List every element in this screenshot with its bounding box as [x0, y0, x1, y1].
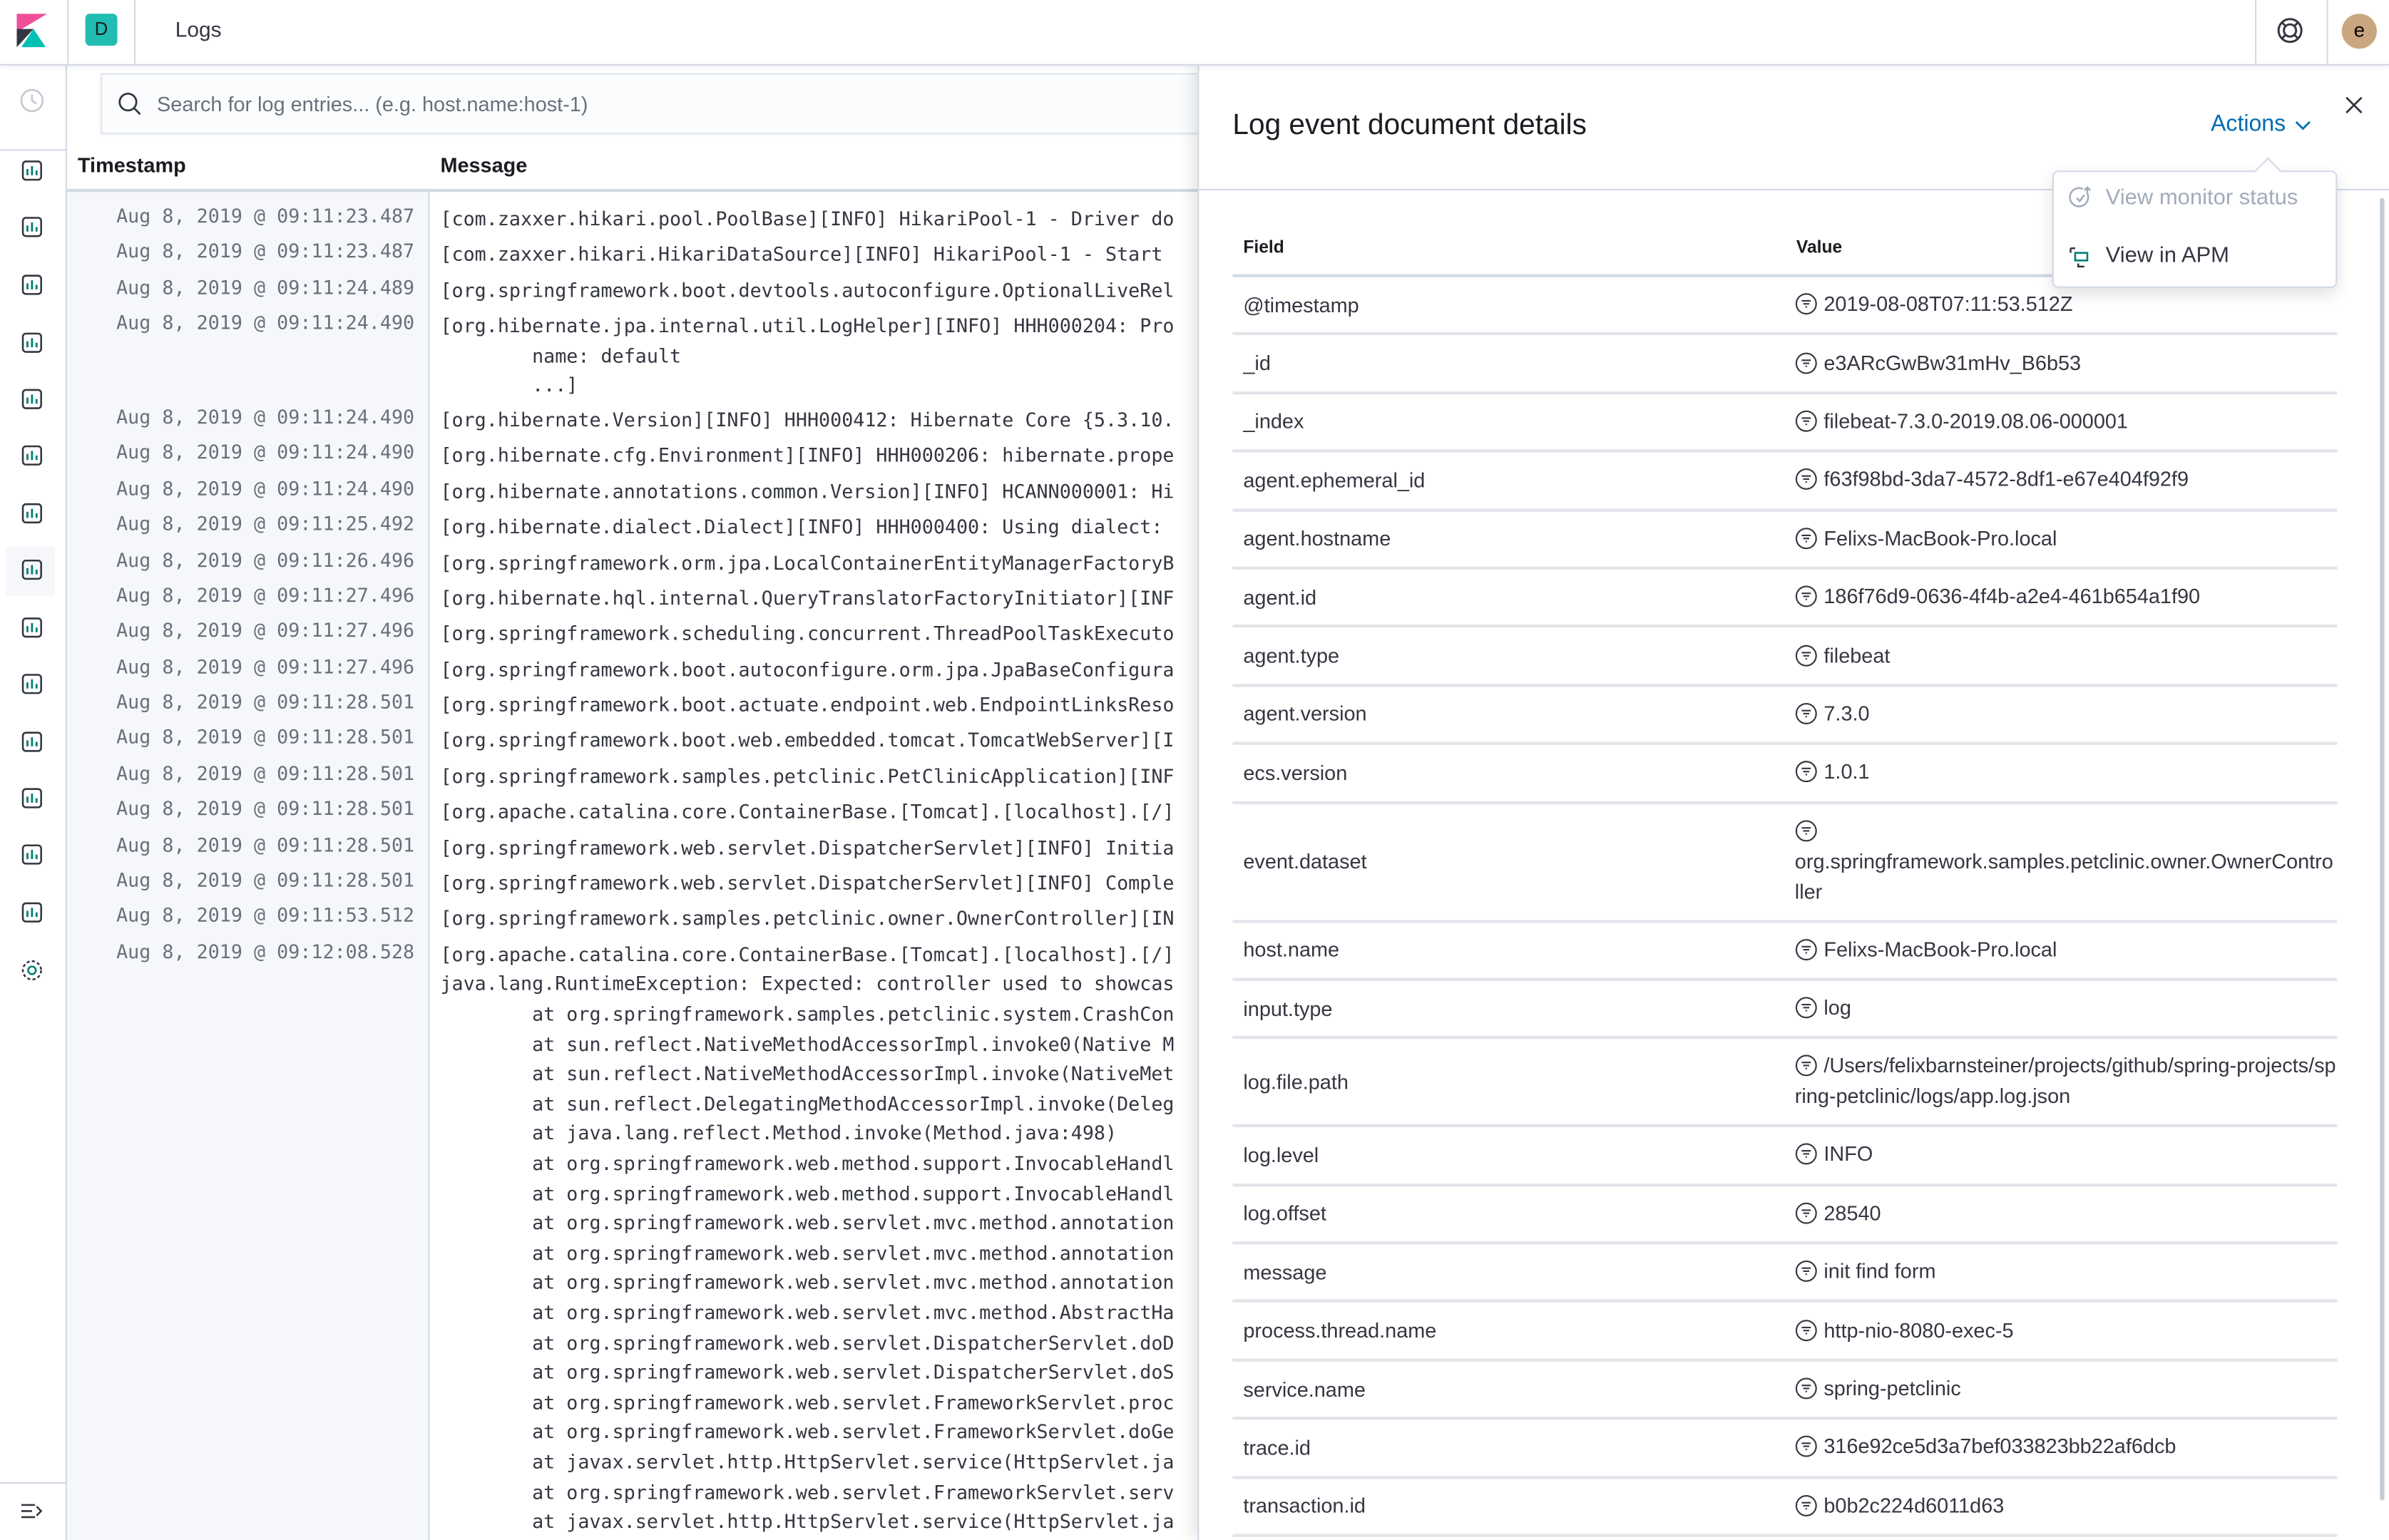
menu-item-view-in-apm[interactable] [2069, 244, 2229, 268]
uptime-icon [2069, 186, 2093, 210]
log-message-line: [com.zaxxer.hikari.HikariDataSource][INFO] HikariPool-1 - Start [440, 242, 1163, 266]
field-row [1232, 453, 2337, 511]
stack-monitoring-icon[interactable] [19, 899, 46, 926]
log-message [414, 307, 1197, 401]
log-message-line: [org.springframework.orm.jpa.LocalContainerEntityManagerFactoryB [440, 550, 1175, 574]
field-value-cell [1795, 1045, 2338, 1119]
filter-icon[interactable] [1795, 1143, 1818, 1166]
apm-icon [2069, 244, 2093, 268]
search-icon [118, 91, 142, 115]
column-header-value: Value [1796, 239, 1843, 258]
field-value-cell [1795, 987, 2338, 1030]
fields-table [1232, 225, 2337, 1537]
log-message-line: at sun.reflect.NativeMethodAccessorImpl.invoke(NativeMet [440, 1062, 1175, 1085]
actions-label: Actions [2211, 111, 2286, 138]
log-row[interactable] [67, 472, 1197, 508]
log-timestamp: Aug 8, 2019 @ 09:11:23.487 [116, 240, 415, 263]
field-name: agent.hostname [1243, 527, 1391, 550]
log-message-line: at org.springframework.web.method.support.InvocableHandl [440, 1181, 1175, 1205]
help-icon[interactable] [2276, 17, 2303, 44]
field-value: init find form [1823, 1260, 1936, 1283]
filter-icon[interactable] [1795, 1054, 1818, 1077]
field-name: event.dataset [1243, 850, 1367, 873]
field-row [1232, 1303, 2337, 1362]
log-row[interactable] [67, 863, 1197, 899]
field-value-cell [1795, 1193, 2338, 1236]
log-message-line: [org.hibernate.Version][INFO] HHH000412: Hibernate Core {5.3.10. [440, 408, 1175, 431]
log-timestamp: Aug 8, 2019 @ 09:11:53.512 [116, 903, 415, 927]
filter-icon[interactable] [1795, 1494, 1818, 1517]
divider [0, 1482, 66, 1484]
field-value: INFO [1823, 1143, 1873, 1166]
filter-icon[interactable] [1795, 293, 1818, 316]
log-message-line: [org.springframework.boot.autoconfigure.orm.jpa.JpaBaseConfigura [440, 657, 1175, 681]
discover-icon[interactable] [19, 157, 46, 184]
field-name: input.type [1243, 997, 1333, 1020]
log-message [414, 899, 1197, 935]
log-row[interactable] [67, 271, 1197, 307]
log-message-line: at org.springframework.web.servlet.DispatcherServlet.doS [440, 1360, 1175, 1384]
filter-icon[interactable] [1795, 1436, 1818, 1459]
log-message-line: [org.apache.catalina.core.ContainerBase.[Tomcat].[localhost].[/] [440, 943, 1175, 966]
field-name: host.name [1243, 938, 1340, 962]
dashboard-icon[interactable] [19, 271, 46, 298]
graph-icon[interactable] [19, 784, 46, 811]
log-message-line: at sun.reflect.NativeMethodAccessorImpl.invoke0(Native M [440, 1032, 1175, 1055]
log-message-line: at java.lang.reflect.Method.invoke(Method.java:498) [440, 1121, 1117, 1145]
log-message-line: at sun.reflect.DelegatingMethodAccessorImpl.invoke(Deleg [440, 1092, 1175, 1115]
log-message-line: at org.springframework.web.servlet.mvc.method.annotation [440, 1270, 1175, 1294]
collapse-icon[interactable] [19, 1497, 46, 1524]
log-message [414, 757, 1197, 793]
log-message-line: [org.springframework.scheduling.concurrent.ThreadPoolTaskExecuto [440, 622, 1175, 645]
log-row[interactable] [67, 508, 1197, 543]
log-message-line: [com.zaxxer.hikari.pool.PoolBase][INFO] HikariPool-1 - Driver do [440, 207, 1175, 230]
log-message-line: [org.springframework.web.servlet.DispatcherServlet][INFO] Initia [440, 836, 1175, 859]
log-message-line: [org.hibernate.jpa.internal.util.LogHelper][INFO] HHH000204: Pro [440, 314, 1175, 337]
canvas-icon[interactable] [19, 329, 46, 356]
log-message-line: [org.hibernate.dialect.Dialect][INFO] HHH000400: Using dialect: [440, 515, 1163, 538]
visualize-icon[interactable] [19, 213, 46, 240]
field-row [1232, 745, 2337, 804]
field-value: 7.3.0 [1823, 702, 1870, 725]
field-value: 1.0.1 [1823, 760, 1870, 784]
field-value: 28540 [1823, 1201, 1881, 1225]
log-message-line: [org.apache.catalina.core.ContainerBase.[Tomcat].[localhost].[/] [440, 800, 1175, 823]
log-timestamp: Aug 8, 2019 @ 09:11:24.489 [116, 275, 415, 299]
close-icon[interactable] [2345, 96, 2363, 115]
column-header-field: Field [1243, 239, 1284, 258]
field-row [1232, 1040, 2337, 1128]
field-value-cell [1795, 635, 2338, 677]
app-title: Logs [175, 16, 222, 41]
recently-viewed-icon[interactable] [19, 87, 46, 114]
field-name: log.level [1243, 1144, 1319, 1167]
log-message [414, 863, 1197, 899]
log-timestamp: Aug 8, 2019 @ 09:11:28.501 [116, 725, 415, 749]
field-value: org.springframework.samples.petclinic.owner.OwnerController [1794, 849, 2333, 903]
log-timestamp: Aug 8, 2019 @ 09:11:24.490 [116, 476, 415, 500]
log-timestamp: Aug 8, 2019 @ 09:11:27.496 [116, 654, 415, 678]
log-message [414, 828, 1197, 863]
avatar[interactable]: e [2342, 14, 2377, 48]
field-row [1232, 1362, 2337, 1420]
log-message-line: [org.hibernate.annotations.common.Version][INFO] HCANN000001: Hi [440, 479, 1175, 503]
actions-menu [2052, 170, 2338, 288]
siem-icon[interactable] [19, 728, 46, 755]
logs-icon[interactable] [19, 556, 46, 583]
log-message [414, 650, 1197, 686]
top-header [0, 0, 2389, 66]
field-name: agent.id [1243, 585, 1317, 609]
apm-icon[interactable] [19, 614, 46, 641]
field-value-cell [1795, 1134, 2338, 1177]
chevron-down-icon [2295, 120, 2312, 130]
field-row [1232, 981, 2337, 1040]
field-row [1232, 628, 2337, 687]
log-message [414, 686, 1197, 722]
log-message [414, 436, 1197, 472]
log-message [414, 793, 1197, 828]
field-name: agent.ephemeral_id [1243, 468, 1426, 492]
log-timestamp: Aug 8, 2019 @ 09:12:08.528 [116, 939, 415, 962]
field-value: Felixs-MacBook-Pro.local [1823, 526, 2057, 550]
field-row [1232, 336, 2337, 394]
divider [2326, 0, 2328, 64]
log-message-line: [org.springframework.boot.devtools.autoconfigure.OptionalLiveRel [440, 278, 1175, 302]
log-message-line: ...] [440, 374, 578, 397]
field-row [1232, 1479, 2337, 1537]
search-input[interactable] [157, 75, 1208, 133]
log-message [414, 401, 1197, 436]
filter-icon[interactable] [1795, 644, 1818, 667]
log-row[interactable] [67, 757, 1197, 793]
field-name: log.offset [1243, 1202, 1326, 1226]
field-name: agent.type [1243, 644, 1340, 667]
management-icon[interactable] [19, 957, 46, 984]
field-row [1232, 511, 2337, 570]
log-message-line: at org.springframework.web.servlet.DispatcherServlet.doD [440, 1330, 1175, 1354]
field-value-cell [1795, 810, 2338, 913]
field-name: process.thread.name [1243, 1319, 1437, 1343]
filter-icon[interactable] [1795, 938, 1818, 960]
ml-icon[interactable] [19, 442, 46, 469]
log-message-line: at org.springframework.samples.petclinic.system.CrashCon [440, 1002, 1175, 1025]
field-name: message [1243, 1261, 1327, 1284]
log-row[interactable] [67, 722, 1197, 757]
dev-tools-icon[interactable] [19, 841, 46, 868]
filter-icon[interactable] [1795, 1318, 1818, 1341]
log-row[interactable] [67, 793, 1197, 828]
divider [0, 149, 66, 150]
log-details-flyout [1197, 66, 2389, 1540]
divider [67, 0, 68, 64]
log-table-header [67, 146, 1225, 192]
filter-icon[interactable] [1795, 1260, 1818, 1283]
log-timestamp: Aug 8, 2019 @ 09:11:24.490 [116, 311, 415, 334]
field-value-cell [1795, 1368, 2338, 1411]
flyout-title: Log event document details [1232, 109, 1587, 142]
divider [2255, 0, 2256, 64]
filter-icon[interactable] [1795, 410, 1818, 433]
search-bar [101, 73, 1231, 134]
field-value: log [1823, 996, 1851, 1020]
maps-icon[interactable] [19, 386, 46, 413]
field-value: filebeat [1823, 643, 1891, 667]
side-nav [0, 66, 67, 1540]
filter-icon[interactable] [1795, 527, 1818, 550]
log-message-line: [org.springframework.boot.actuate.endpoint.web.EndpointLinksReso [440, 693, 1175, 717]
log-message-line: [org.springframework.samples.petclinic.owner.OwnerController][IN [440, 907, 1175, 930]
log-timestamp: Aug 8, 2019 @ 09:11:27.496 [116, 583, 415, 607]
popover-arrow [2254, 158, 2282, 185]
filter-icon[interactable] [1795, 585, 1818, 608]
field-value: f63f98bd-3da7-4572-8df1-e67e404f92f9 [1823, 468, 2189, 491]
log-message-line: name: default [440, 344, 682, 367]
log-timestamp: Aug 8, 2019 @ 09:11:28.501 [116, 761, 415, 784]
field-value-cell [1795, 342, 2338, 385]
log-timestamp: Aug 8, 2019 @ 09:11:24.490 [116, 405, 415, 428]
field-name: agent.version [1243, 702, 1367, 726]
field-value: /Users/felixbarnsteiner/projects/github/spring-projects/spring-petclinic/logs/app.log.json [1794, 1054, 2336, 1108]
filter-icon[interactable] [1795, 351, 1818, 374]
field-value: 316e92ce5d3a7bef033823bb22af6dcb [1823, 1435, 2176, 1459]
filter-icon[interactable] [1795, 702, 1818, 725]
log-stream[interactable] [67, 200, 1197, 1536]
uptime-icon[interactable] [19, 670, 46, 697]
field-name: ecs.version [1243, 761, 1348, 784]
field-row [1232, 394, 2337, 453]
log-timestamp: Aug 8, 2019 @ 09:11:28.501 [116, 796, 415, 820]
field-value-cell [1795, 518, 2338, 560]
menu-item-view-monitor-status[interactable] [2069, 186, 2298, 210]
field-value-cell [1795, 693, 2338, 736]
field-value: spring-petclinic [1823, 1377, 1961, 1400]
log-row[interactable] [67, 401, 1197, 436]
divider [134, 0, 135, 64]
column-header-timestamp: Timestamp [77, 153, 186, 177]
filter-icon[interactable] [1795, 1201, 1818, 1224]
field-value-cell [1795, 459, 2338, 502]
log-row[interactable] [67, 650, 1197, 686]
log-row[interactable] [67, 579, 1197, 615]
log-message [414, 271, 1197, 307]
field-value-cell [1795, 576, 2338, 619]
log-message [414, 200, 1197, 235]
log-message-line: [org.hibernate.hql.internal.QueryTranslatorFactoryInitiator][INF [440, 586, 1175, 610]
log-message [414, 722, 1197, 757]
log-timestamp: Aug 8, 2019 @ 09:11:28.501 [116, 868, 415, 891]
filter-icon[interactable] [1795, 761, 1818, 784]
filter-icon[interactable] [1795, 996, 1818, 1019]
log-message-line: [org.springframework.web.servlet.DispatcherServlet][INFO] Comple [440, 871, 1175, 895]
field-value: Felixs-MacBook-Pro.local [1823, 938, 2057, 961]
log-message-line: at org.springframework.web.servlet.FrameworkServlet.proc [440, 1390, 1175, 1414]
log-row[interactable] [67, 615, 1197, 650]
field-value: e3ARcGwBw31mHv_B6b53 [1823, 351, 2082, 374]
field-value-cell [1795, 929, 2338, 972]
field-row [1232, 687, 2337, 745]
field-row [1232, 1245, 2337, 1303]
field-row [1232, 1186, 2337, 1245]
log-row[interactable] [67, 543, 1197, 579]
log-message [414, 508, 1197, 543]
field-row [1232, 923, 2337, 981]
field-value: filebeat-7.3.0-2019.08.06-000001 [1823, 409, 2128, 433]
field-value-cell [1795, 1427, 2338, 1469]
field-value: b0b2c224d6011d63 [1823, 1494, 2005, 1517]
log-timestamp: Aug 8, 2019 @ 09:11:23.487 [116, 204, 415, 227]
field-value: 186f76d9-0636-4f4b-a2e4-461b654a1f90 [1823, 585, 2201, 608]
log-timestamp: Aug 8, 2019 @ 09:11:28.501 [116, 832, 415, 856]
log-message-line: at org.springframework.web.servlet.FrameworkServlet.doGe [440, 1420, 1175, 1443]
log-message-line: [org.hibernate.cfg.Environment][INFO] HHH000206: hibernate.prope [440, 443, 1175, 467]
log-row[interactable] [67, 307, 1197, 401]
log-message-line: java.lang.RuntimeException: Expected: controller used to showcas [440, 972, 1175, 996]
log-timestamp: Aug 8, 2019 @ 09:11:26.496 [116, 548, 415, 571]
log-row[interactable] [67, 686, 1197, 722]
menu-item-label: View monitor status [2105, 185, 2298, 210]
log-row[interactable] [67, 436, 1197, 472]
log-message [414, 615, 1197, 650]
field-name: service.name [1243, 1377, 1366, 1401]
field-name: @timestamp [1243, 293, 1359, 317]
space-badge[interactable]: D [86, 14, 118, 46]
scrollbar[interactable] [2380, 198, 2384, 1501]
field-row [1232, 1420, 2337, 1479]
field-name: _index [1243, 410, 1304, 433]
filter-icon[interactable] [1795, 1377, 1818, 1400]
log-row[interactable] [67, 200, 1197, 235]
log-row[interactable] [67, 899, 1197, 935]
log-message-line: at org.springframework.web.servlet.FrameworkServlet.serv [440, 1479, 1175, 1503]
field-value-cell [1795, 284, 2338, 327]
log-row[interactable] [67, 235, 1197, 271]
field-name: transaction.id [1243, 1494, 1366, 1518]
log-message [414, 543, 1197, 579]
log-timestamp: Aug 8, 2019 @ 09:11:27.496 [116, 619, 415, 642]
log-message [414, 579, 1197, 615]
field-value-cell [1795, 1251, 2338, 1294]
kibana-logo-icon[interactable] [17, 14, 48, 47]
column-header-message: Message [440, 153, 528, 177]
filter-icon[interactable] [1795, 818, 1818, 841]
infrastructure-icon[interactable] [19, 500, 46, 527]
field-value-cell [1795, 1485, 2338, 1528]
log-timestamp: Aug 8, 2019 @ 09:11:25.492 [116, 512, 415, 535]
field-row [1232, 570, 2337, 628]
log-message-line: at org.springframework.web.servlet.mvc.method.annotation [440, 1211, 1175, 1234]
log-timestamp: Aug 8, 2019 @ 09:11:24.490 [116, 441, 415, 464]
field-row [1232, 804, 2337, 923]
log-message [414, 935, 1197, 1536]
log-message-line: at javax.servlet.http.HttpServlet.service(HttpServlet.ja [440, 1509, 1175, 1533]
field-value: 2019-08-08T07:11:53.512Z [1823, 292, 2073, 316]
log-row[interactable] [67, 935, 1197, 1536]
log-message-line: at org.springframework.web.method.support.InvocableHandl [440, 1151, 1175, 1175]
log-message-line: [org.springframework.samples.petclinic.PetClinicApplication][INF [440, 764, 1175, 788]
log-message [414, 472, 1197, 508]
log-message-line: [org.springframework.boot.web.embedded.tomcat.TomcatWebServer][I [440, 729, 1175, 752]
field-row [1232, 1128, 2337, 1186]
log-row[interactable] [67, 828, 1197, 863]
field-name: trace.id [1243, 1436, 1311, 1459]
filter-icon[interactable] [1795, 468, 1818, 491]
log-message-line: at javax.servlet.http.HttpServlet.service(HttpServlet.ja [440, 1449, 1175, 1473]
field-value: http-nio-8080-exec-5 [1823, 1318, 2014, 1342]
field-value-cell [1795, 401, 2338, 443]
field-name: _id [1243, 351, 1271, 375]
log-message-line: at org.springframework.web.servlet.mvc.method.AbstractHa [440, 1300, 1175, 1324]
log-timestamp: Aug 8, 2019 @ 09:11:28.501 [116, 690, 415, 714]
log-message [414, 235, 1197, 271]
menu-item-label: View in APM [2105, 243, 2229, 269]
field-value-cell [1795, 1310, 2338, 1352]
field-value-cell [1795, 751, 2338, 794]
log-message-line: at org.springframework.web.servlet.mvc.method.annotation [440, 1241, 1175, 1264]
actions-button[interactable] [2211, 111, 2311, 137]
field-name: log.file.path [1243, 1070, 1349, 1094]
